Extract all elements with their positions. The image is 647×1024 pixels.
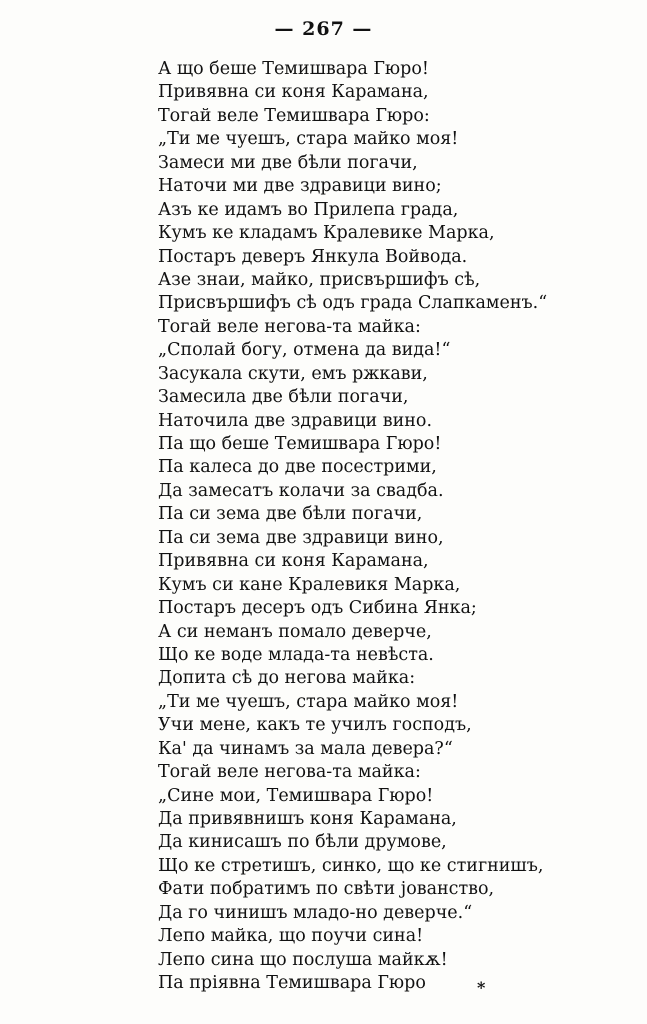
poem-line: Тогай веле негова-та майка: xyxy=(158,316,421,337)
poem-line: Привявна си коня Карамана, xyxy=(158,82,429,103)
poem-line: Па си зема две здравици вино, xyxy=(158,527,444,548)
poem-line: Що ке стретишъ, синко, що ке стигнишъ, xyxy=(158,855,544,876)
poem-line: Наточила две здравици вино. xyxy=(158,410,433,431)
poem-line: Наточи ми две здравици вино; xyxy=(158,176,442,197)
poem-line: Присвършифъ сѣ одъ града Слапкаменъ.“ xyxy=(158,293,548,314)
poem-line: Па прiявна Темишвара Гюро xyxy=(158,973,426,994)
poem-line: Па що беше Темишвара Гюро! xyxy=(158,434,442,454)
poem-line: Лепо майка, що поучи сина! xyxy=(158,926,424,947)
poem-line: „Сине мои, Темишвара Гюро! xyxy=(158,785,434,806)
poem-text xyxy=(158,58,628,996)
poem-line: А що беше Темишвара Гюро! xyxy=(158,59,429,79)
poem-line: Азъ ке идамъ во Прилепа града, xyxy=(158,199,459,220)
poem-line: Учи мене, какъ те училъ господъ, xyxy=(158,715,472,736)
poem-line: Да привявнишъ коня Карамана, xyxy=(158,809,457,829)
poem-line: Засукала скути, емъ ржкави, xyxy=(158,363,428,384)
poem-line: Допита сѣ до негова майка: xyxy=(158,668,416,689)
poem-line: Постаръ десеръ одъ Сибина Янка; xyxy=(158,598,477,619)
poem-line: Па калеса до две посестрими, xyxy=(158,457,437,478)
poem-line: Кумъ ке кладамъ Кралевике Марка, xyxy=(158,223,495,244)
poem-line: Лепо сина що послуша майкѫ! xyxy=(158,949,448,970)
poem-line: Що ке воде млада-та невѣста. xyxy=(158,644,434,665)
poem-line: „Ти ме чуешъ, стара майко моя! xyxy=(158,691,459,712)
poem-line: „Сполай богу, отмена да вида!“ xyxy=(158,340,451,361)
page-number: — 267 — xyxy=(274,18,373,40)
poem-line: Па си зема две бѣли погачи, xyxy=(158,504,423,525)
poem-line: Постаръ деверъ Янкула Войвода. xyxy=(158,246,468,267)
poem-line: Фати побратимъ по свѣти јованство, xyxy=(158,879,495,900)
poem-line: Ка' да чинамъ за мала девера?“ xyxy=(158,738,453,759)
poem-line: Замеси ми две бѣли погачи, xyxy=(158,152,418,173)
poem-line: Кумъ си кане Кралевикя Марка, xyxy=(158,574,461,595)
poem-line: „Ти ме чуешъ, стара майко моя! xyxy=(158,129,459,150)
poem-line: Замесила две бѣли погачи, xyxy=(158,387,409,408)
poem-line: Да кинисашъ по бѣли друмове, xyxy=(158,832,447,853)
poem-line: Да го чинишъ младо-но деверче.“ xyxy=(158,902,473,923)
poem-line: А си неманъ помало деверче, xyxy=(158,621,432,642)
poem-line: Тогай веле негова-та майка: xyxy=(158,762,421,783)
poem-line: Да замесатъ колачи за свадба. xyxy=(158,480,444,501)
poem-line: Азе знаи, майко, присвършифъ сѣ, xyxy=(158,269,481,290)
poem-line: Привявна си коня Карамана, xyxy=(158,551,429,572)
footnote-mark: * xyxy=(477,978,486,997)
poem-line: Тогай веле Темишвара Гюро: xyxy=(158,105,430,126)
